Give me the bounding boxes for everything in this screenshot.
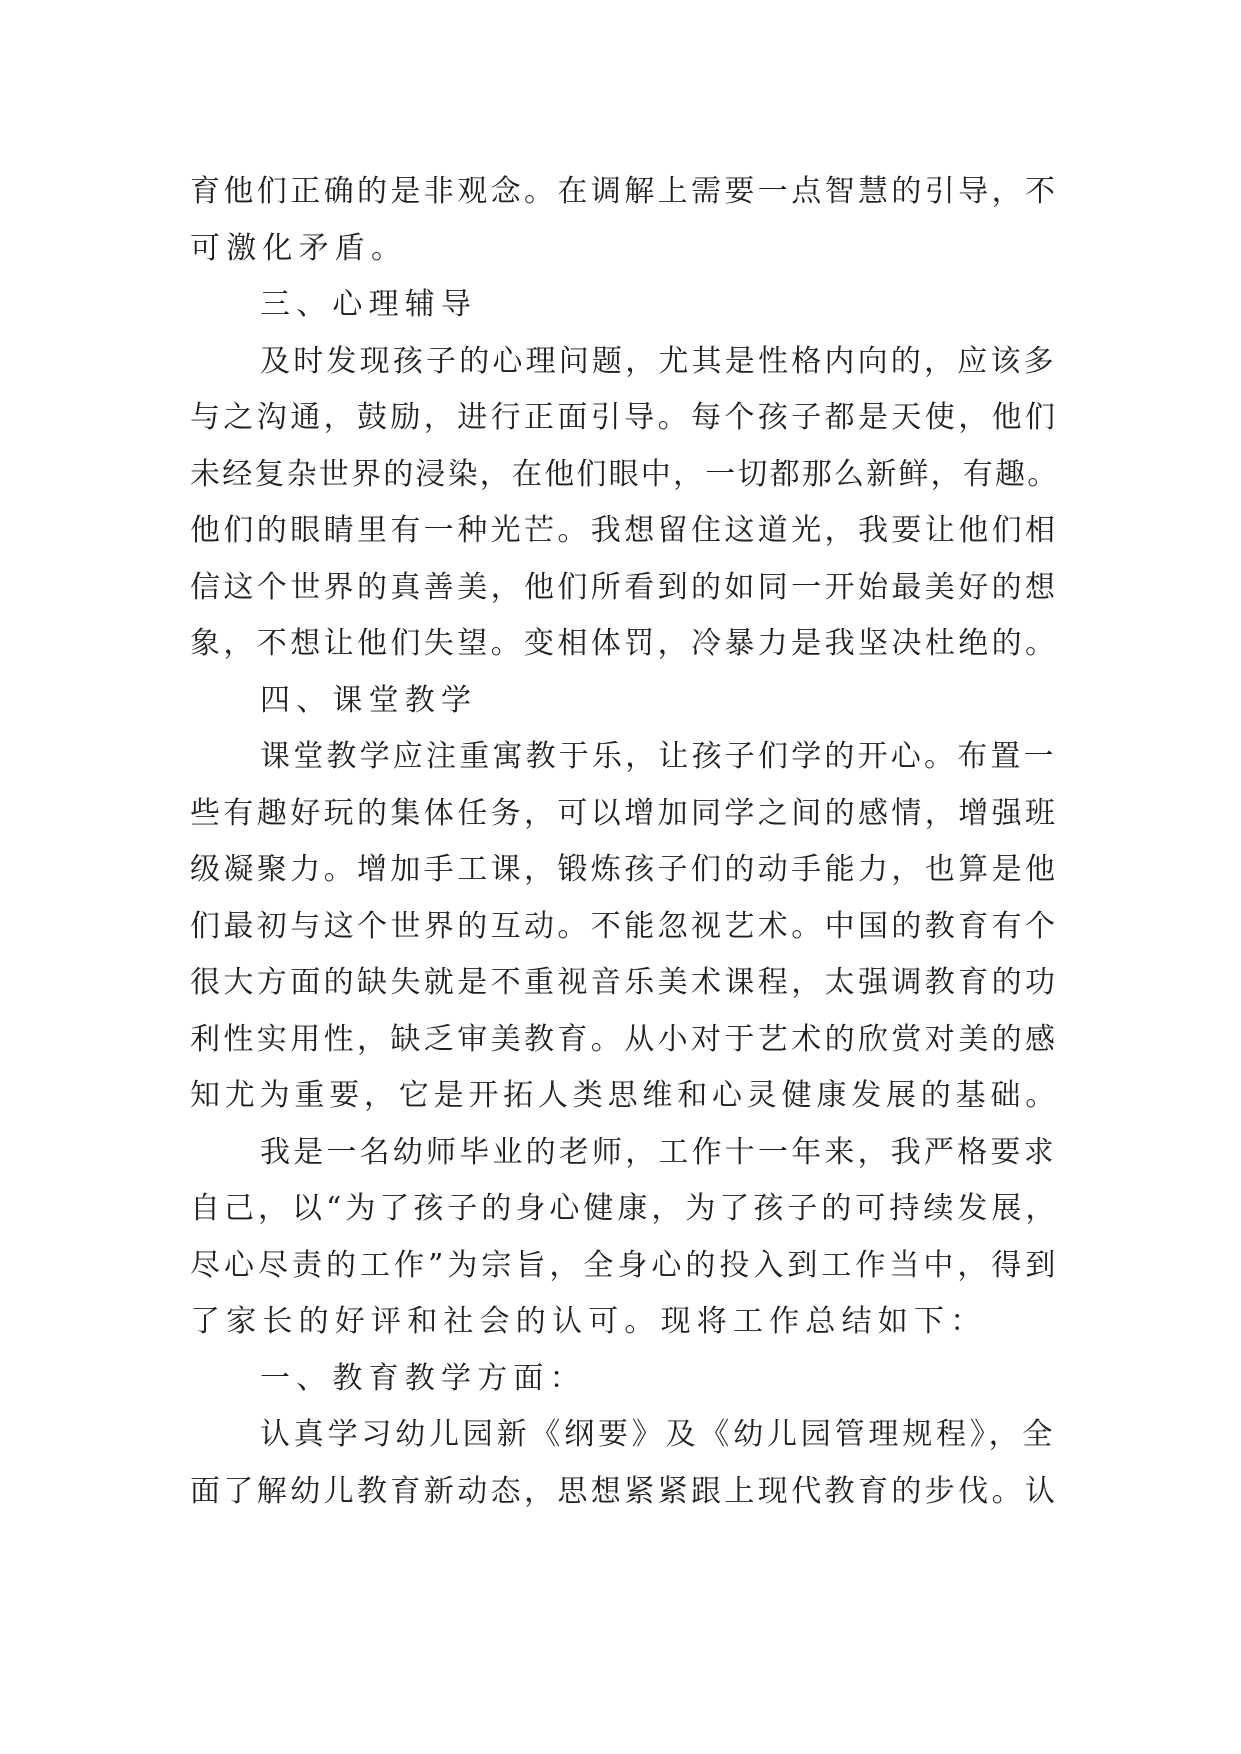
text-line: 级凝聚力。增加手工课，锻炼孩子们的动手能力，也算是他 (190, 852, 1059, 887)
section-heading: 三、心理辅导 (260, 287, 478, 322)
text-line: 课堂教学应注重寓教于乐，让孩子们学的开心。布置一 (260, 739, 1057, 774)
text-line: 可激化矛盾。 (190, 230, 408, 266)
text-line: 利性实用性，缺乏审美教育。从小对于艺术的欣赏对美的感 (190, 1021, 1059, 1057)
text-line: 他们的眼睛里有一种光芒。我想留住这道光，我要让他们相 (190, 513, 1059, 548)
text-line: 了家长的好评和社会的认可。现将工作总结如下： (190, 1304, 987, 1339)
section-heading: 一、教育教学方面： (260, 1360, 586, 1396)
text-line: 认真学习幼儿园新《纲要》及《幼儿园管理规程》，全 (260, 1417, 1057, 1452)
text-line: 与之沟通，鼓励，进行正面引导。每个孩子都是天使，他们 (190, 400, 1059, 435)
text-line: 象，不想让他们失望。变相体罚，冷暴力是我坚决杜绝的。 (190, 626, 1059, 661)
text-line: 未经复杂世界的浸染，在他们眼中，一切都那么新鲜，有趣。 (190, 456, 1060, 492)
section-heading: 四、课堂教学 (260, 682, 478, 718)
text-line: 信这个世界的真善美，他们所看到的如同一开始最美好的想 (190, 569, 1059, 605)
text-line: 育他们正确的是非观念。在调解上需要一点智慧的引导，不 (190, 174, 1059, 209)
text-line: 们最初与这个世界的互动。不能忽视艺术。中国的教育有个 (190, 908, 1059, 944)
document-body (190, 164, 1060, 1520)
text-line: 尽心尽责的工作”为宗旨，全身心的投入到工作当中，得到 (190, 1247, 1060, 1283)
text-line: 些有趣好玩的集体任务，可以增加同学之间的感情，增强班 (190, 795, 1059, 831)
text-line: 面了解幼儿教育新动态，思想紧紧跟上现代教育的步伐。认 (190, 1473, 1059, 1509)
text-line: 我是一名幼师毕业的老师，工作十一年来，我严格要求 (260, 1134, 1057, 1170)
text-line: 自己，以“为了孩子的身心健康，为了孩子的可持续发展， (190, 1191, 1060, 1226)
text-line: 很大方面的缺失就是不重视音乐美术课程，太强调教育的功 (190, 965, 1059, 1000)
text-line: 及时发现孩子的心理问题，尤其是性格内向的，应该多 (260, 343, 1057, 379)
text-line: 知尤为重要，它是开拓人类思维和心灵健康发展的基础。 (190, 1078, 1060, 1113)
